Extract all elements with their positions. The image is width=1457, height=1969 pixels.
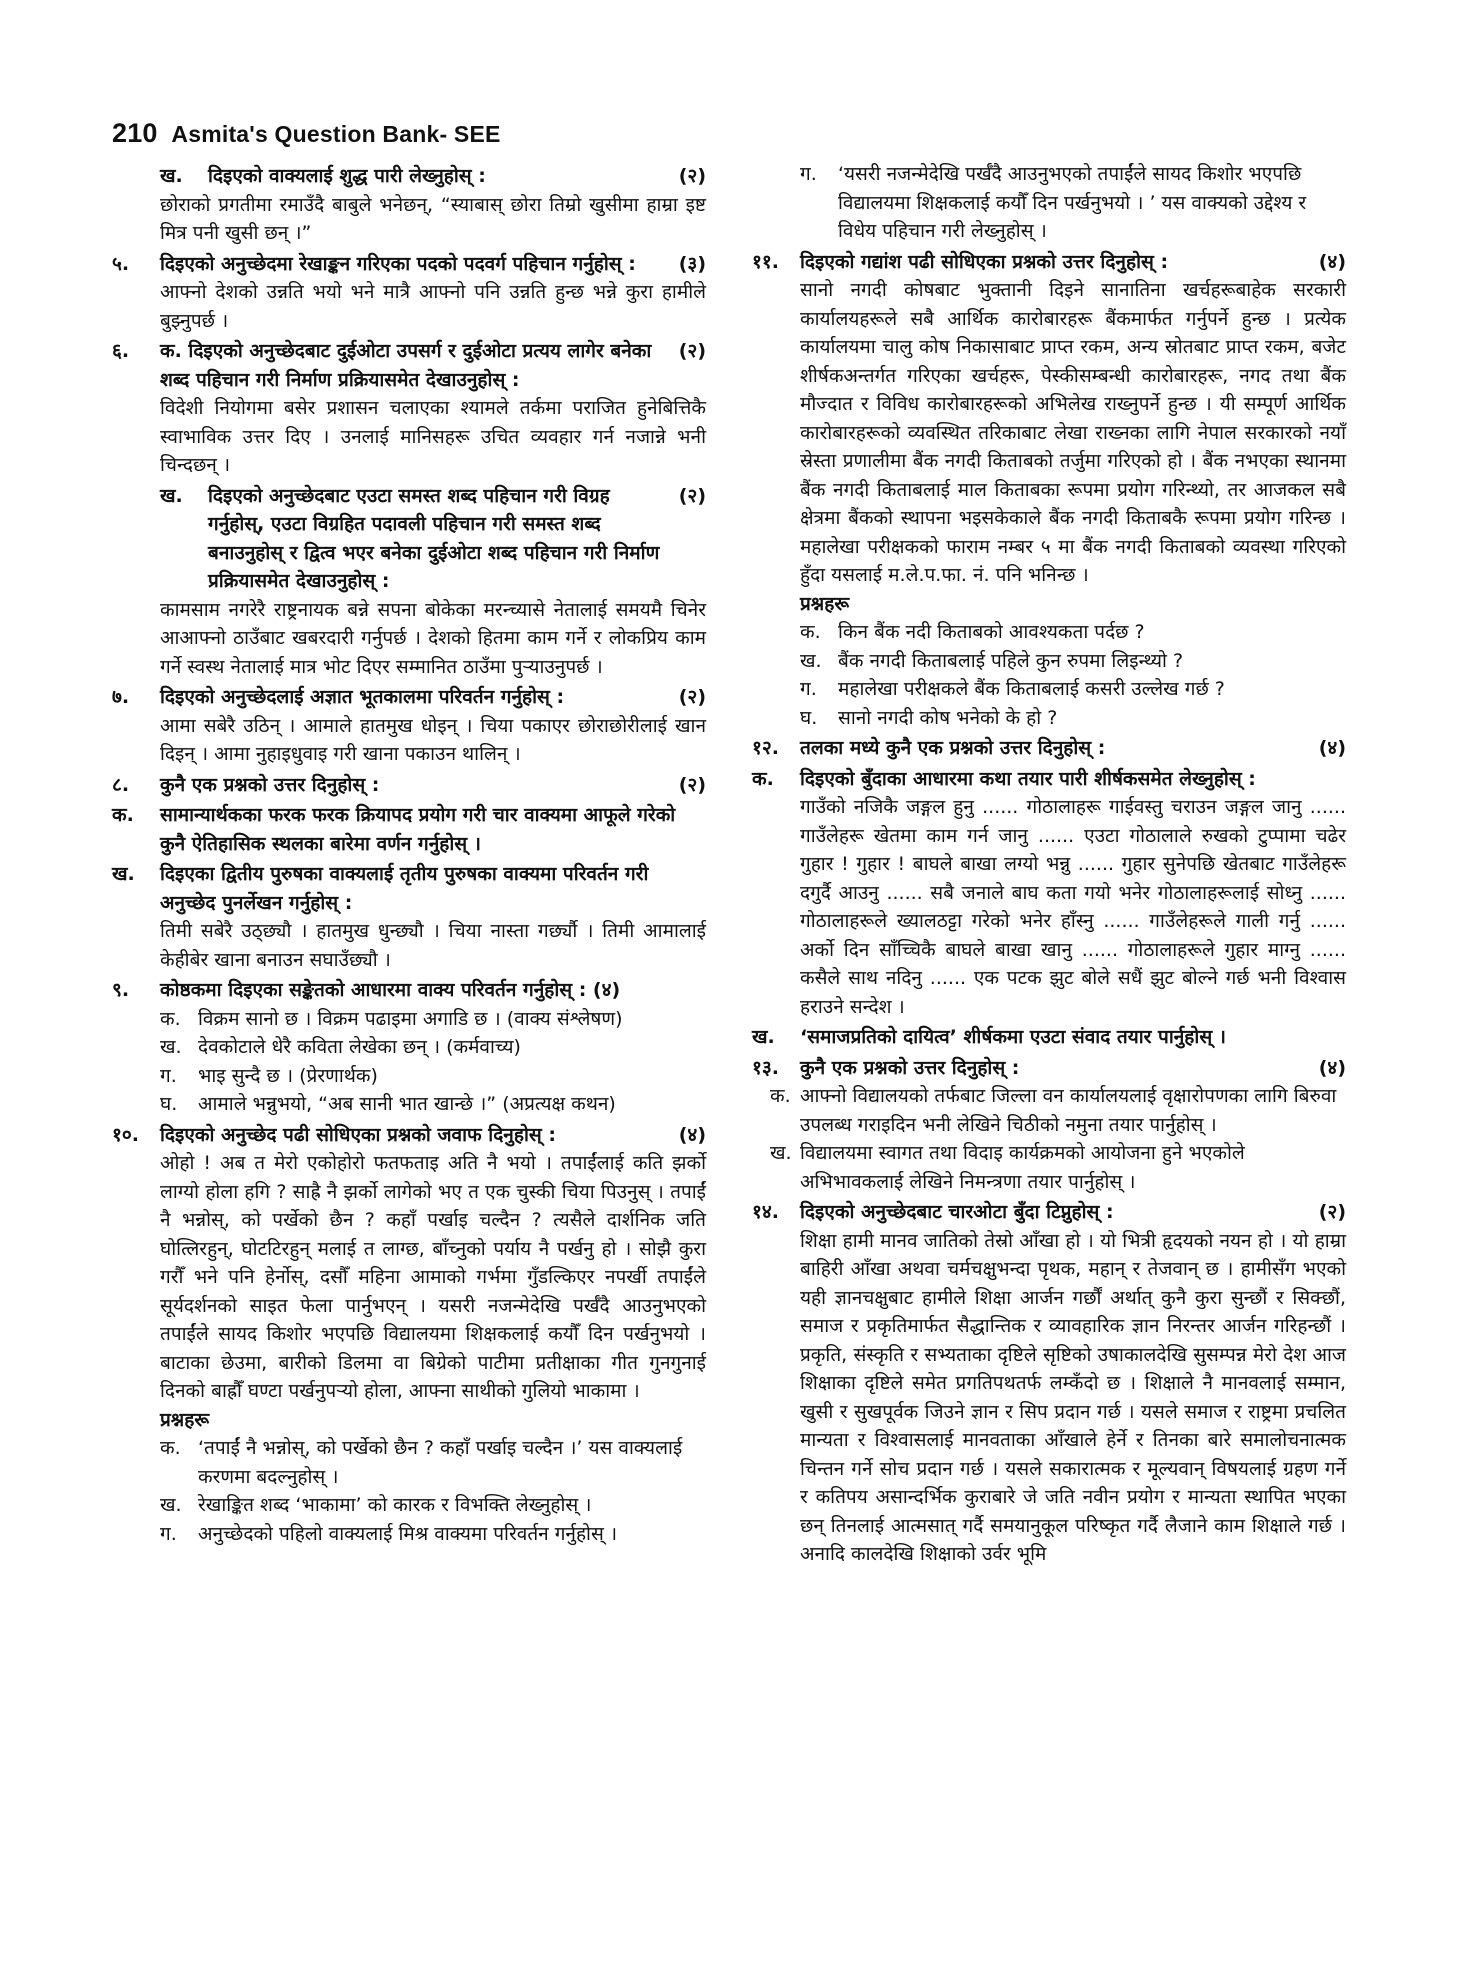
question-number: ५. (112, 252, 130, 275)
list-item-number: ख. (160, 1036, 182, 1058)
question-number: ख. (160, 165, 183, 187)
list-item (752, 618, 1346, 647)
list-item-text: अनुच्छेदको पहिलो वाक्यलाई मिश्र वाक्यमा परिवर्तन गर्नुहोस् । (198, 1522, 618, 1545)
question-number: १३. (752, 1056, 779, 1079)
list-item-text: विद्यालयमा स्वागत तथा विदाइ कार्यक्रमको आयोजना हुने भएकोले अभिभावकलाई लेखिने निमन्त्रणा तयार पार्नुहोस् । (800, 1142, 1245, 1193)
questions-subheading: प्रश्नहरू (800, 592, 850, 615)
question-heading (112, 162, 706, 191)
question-text: कुनै एक प्रश्नको उत्तर दिनुहोस् : (800, 1056, 1020, 1079)
list-item-text: विक्रम सानो छ । विक्रम पढाइमा अगाडि छ । (वाक्य संश्लेषण) (198, 1007, 623, 1030)
list-item (112, 1520, 706, 1549)
question-marks: (४) (1318, 1056, 1346, 1079)
list-item (752, 160, 1346, 246)
question-heading (752, 1054, 1346, 1083)
question-text: क. दिइएको अनुच्छेदबाट दुईओटा उपसर्ग र दुईओटा प्रत्यय लागेर बनेका शब्द पहिचान गरी निर्माण प्रक्रियासमेत देखाउनुहोस् : (160, 340, 652, 391)
question-number: १०. (112, 1123, 139, 1146)
list-item (112, 1033, 706, 1062)
question-text: दिइएको गद्यांश पढी सोधिएका प्रश्नको उत्तर दिनुहोस् : (800, 250, 1169, 273)
list-item (112, 1434, 706, 1491)
list-item-text: बैंक नगदी किताबलाई पहिले कुन रुपमा लिइन्थ्यो ? (838, 649, 1184, 672)
list-item-number: ख. (770, 1142, 792, 1164)
question-heading (752, 734, 1346, 763)
passage-text: सानो नगदी कोषबाट भुक्तानी दिइने सानातिना खर्चहरूबाहेक सरकारी कार्यालयहरूले सबै आर्थिक कारोबारहरू बैंकमार्फत गर्नुपर्ने हुन्छ । प्रत्येक कार्यालयमा चालु कोष निकासाबाट प्राप्त रकम, अन्य स्रोतबाट प्राप्त रकम, बजेट शीर्षकअन्तर्गत गरिएका खर्चहरू, पेस्कीसम्बन्धी कारोबारहरू, नगद तथा बैंक मौज्दात र विविध कारोबारहरूको अभिलेख राख्नुपर्ने हुन्छ । यी सम्पूर्ण आर्थिक कारोबारहरूको व्यवस्थित तरिकाबाट लेखा राख्नका लागि नेपाल सरकारको नयाँ स्रेस्ता प्रणालीमा बैंक नगदी किताबको तर्जुमा गरिएको हो । बैंक नभएका स्थानमा बैंक नगदी किताबलाई माल किताबका रूपमा प्रयोग गरिन्थ्यो, तर आजकल सबै क्षेत्रमा बैंकको स्थापना भइसकेकाले बैंक नगदी किताबकै रूपमा प्रयोग गरिन्छ । महालेखा परीक्षकको फाराम नम्बर ५ मा बैंक नगदी किताबको व्यवस्था गरिएको हुँदा यसलाई म.ले.प.फा. नं. पनि भनिन्छ । (800, 279, 1346, 586)
question-text: सामान्यार्थकका फरक फरक क्रियापद प्रयोग गरी चार वाक्यमा आफूले गरेको कुनै ऐतिहासिक स्थलका बारेमा वर्णन गर्नुहोस् । (160, 804, 676, 855)
question-text: दिइएको अनुच्छेदबाट एउटा समस्त शब्द पहिचान गरी विग्रह गर्नुहोस्, एउटा विग्रहित पदावली पहिचान गरी समस्त शब्द बनाउनुहोस् र द्वित्व भएर बनेका दुईओटा शब्द पहिचान गरी निर्माण प्रक्रियासमेत देखाउनुहोस् : (208, 484, 660, 592)
question-text: ‘समाजप्रतिको दायित्व’ शीर्षकमा एउटा संवाद तयार पार्नुहोस् । (800, 1026, 1226, 1048)
question-text: दिइएको अनुच्छेदबाट चारओटा बुँदा टिप्नुहोस् : (800, 1201, 1114, 1223)
list-item (112, 1005, 706, 1034)
list-item-text: सानो नगदी कोष भनेको के हो ? (838, 706, 1058, 729)
passage-text: कामसाम नगरेरै राष्ट्रनायक बन्ने सपना बोकेका मरन्च्यासे नेतालाई समयमै चिनेर आआफ्नो ठाउँबाट खबरदारी गर्नुपर्छ । देशको हितमा काम गर्ने र लोकप्रिय काम गर्ने स्वस्थ नेतालाई मात्र भोट दिएर सम्मानित ठाउँमा पुऱ्याउनुपर्छ । (160, 598, 706, 678)
list-item-number: घ. (160, 1093, 178, 1115)
list-item-text: ‘तपाईं नै भन्नोस्, को पर्खेको छैन ? कहाँ पर्खाइ चल्दैन ।’ यस वाक्यलाई करणमा बदल्नुहोस् । (198, 1437, 683, 1488)
question-text: तलका मध्ये कुनै एक प्रश्नको उत्तर दिनुहोस् : (800, 737, 1106, 759)
question-number: १४. (752, 1201, 779, 1223)
page-header (112, 118, 501, 149)
list-item-text: भाइ सुन्दै छ । (प्रेरणार्थक) (198, 1064, 378, 1087)
question-marks: (२) (1318, 1201, 1346, 1223)
list-item-text: रेखाङ्कित शब्द ‘भाकामा’ को कारक र विभक्ति लेख्नुहोस् । (198, 1494, 592, 1516)
list-item-number: ग. (800, 678, 817, 700)
list-item (112, 1062, 706, 1091)
passage-text: आफ्नो देशको उन्नति भयो भने मात्रै आफ्नो पनि उन्नति हुन्छ भन्ने कुरा हामीले बुझ्नुपर्छ । (160, 281, 706, 332)
passage-text: आमा सबेरै उठिन् । आमाले हातमुख धोइन् । चिया पकाएर छोराछोरीलाई खान दिइन् । आमा नुहाइधुवाइ गरी खाना पकाउन थालिन् । (160, 714, 706, 765)
list-item-text: किन बैंक नदी किताबको आवश्यकता पर्दछ ? (838, 621, 1145, 643)
question-heading (752, 765, 1346, 794)
list-item-number: ख. (800, 649, 822, 672)
book-title: Asmita's Question Bank- SEE (171, 121, 501, 147)
question-marks: (२) (678, 484, 706, 507)
list-item-number: ग. (800, 163, 817, 185)
question-heading (112, 801, 706, 858)
question-number: ६. (112, 340, 130, 362)
list-item-number: क. (160, 1007, 181, 1030)
list-item-number: क. (770, 1085, 791, 1107)
list-item-number: ग. (160, 1064, 177, 1087)
list-item-text: देवकोटाले धेरै कविता लेखेका छन् । (कर्मवाच्य) (198, 1036, 521, 1058)
passage-text: तिमी सबेरै उठ्छ्यौ । हातमुख धुन्छ्यौ । चिया नास्ता गर्छ्यौ । तिमी आमालाई केहीबेर खाना बनाउन सघाउँछ्यौ । (160, 920, 706, 971)
question-number: क. (112, 804, 134, 826)
list-item (752, 647, 1346, 676)
question-marks: (२) (678, 773, 706, 796)
list-item-number: घ. (800, 706, 818, 729)
question-heading (112, 976, 706, 1005)
list-item-number: ग. (160, 1522, 177, 1545)
question-number: ख. (160, 484, 183, 507)
question-text: दिइएका द्वितीय पुरुषका वाक्यलाई तृतीय पुरुषका वाक्यमा परिवर्तन गरी अनुच्छेद पुनर्लेखन गर्नुहोस् : (160, 863, 649, 914)
question-text: दिइएको अनुच्छेद पढी सोधिएका प्रश्नको जवाफ दिनुहोस् : (160, 1123, 556, 1146)
question-text: कुनै एक प्रश्नको उत्तर दिनुहोस् : (160, 773, 380, 796)
question-text: दिइएको बुँदाका आधारमा कथा तयार पारी शीर्षकसमेत लेख्नुहोस् : (800, 767, 1256, 790)
passage-text: शिक्षा हामी मानव जातिको तेस्रो आँखा हो । यो भित्री हृदयको नयन हो । यो हाम्रा बाहिरी आँखा अथवा चर्मचक्षुभन्दा पृथक, महान् र तेजवान् छ । हामीसँग भएको यही ज्ञानचक्षुबाट हामीले शिक्षा आर्जन गर्छौं अर्थात् कुनै कुरा सुन्छौं र सिक्छौं, समाज र प्रकृतिमार्फत सैद्धान्तिक र व्यावहारिक ज्ञान निरन्तर आर्जन गरिहन्छौं । प्रकृति, संस्कृति र सभ्यताका दृष्टिले सृष्टिको उषाकालदेखि सुसम्पन्न मेरो देश आज शिक्षाका दृष्टिले समेत प्रगतिपथतर्फ लम्कँदो छ । शिक्षाले नै मानवलाई सम्मान, खुसी र सुखपूर्वक जिउने ज्ञान र सिप प्रदान गर्छ । यसले समाज र राष्ट्रमा प्रचलित मान्यता र विश्वासलाई मानवताका आँखाले हेर्ने र तिनका बारे समालोचनात्मक चिन्तन गर्ने सोच प्रदान गर्छ । यसले सकारात्मक र मूल्यवान् विषयलाई ग्रहण गर्ने र कतिपय असान्दर्भिक कुराबारे जे जति नवीन प्रयोग र मान्यता स्थापित भएका छन् तिनलाई आत्मसात् गर्दै समयानुकूल परिष्कृत गर्दै लैजाने काम शिक्षाले गर्छ । अनादि कालदेखि शिक्षाको उर्वर भूमि (800, 1229, 1346, 1565)
list-item (112, 1491, 706, 1520)
question-marks: (४) (678, 1123, 706, 1146)
question-heading (112, 771, 706, 800)
list-item (752, 704, 1346, 733)
questions-subheading: प्रश्नहरू (160, 1408, 210, 1431)
question-heading (752, 1023, 1346, 1052)
question-number: ख. (112, 863, 135, 885)
list-item-text: महालेखा परीक्षकले बैंक किताबलाई कसरी उल्लेख गर्छ ? (838, 678, 1225, 700)
list-item-number: ख. (160, 1494, 182, 1516)
question-heading (112, 683, 706, 712)
question-text: कोष्ठकमा दिइएका सङ्केतको आधारमा वाक्य परिवर्तन गर्नुहोस् : (४) (160, 979, 621, 1001)
question-number: क. (752, 767, 774, 790)
passage-text: विदेशी नियोगमा बसेर प्रशासन चलाएका श्यामले तर्कमा पराजित हुनेबित्तिकै स्वाभाविक उत्तर दिए । उनलाई मानिसहरू उचित व्यवहार गर्न नजान्ने भनी चिन्दछन् । (160, 397, 706, 476)
question-number: ख. (752, 1026, 775, 1048)
question-text: दिइएको वाक्यलाई शुद्ध पारी लेख्नुहोस् : (208, 165, 486, 187)
question-number: ८. (112, 773, 130, 796)
list-item-number: क. (160, 1437, 181, 1459)
question-number: ७. (112, 686, 130, 708)
question-heading (112, 250, 706, 279)
list-item (112, 1090, 706, 1119)
question-number: १२. (752, 737, 779, 759)
question-marks: (३) (678, 252, 706, 275)
question-heading (112, 337, 706, 394)
question-heading (112, 860, 706, 917)
question-text: दिइएको अनुच्छेदलाई अज्ञात भूतकालमा परिवर्तन गर्नुहोस् : (160, 686, 565, 708)
list-item (752, 1082, 1346, 1139)
question-heading (752, 248, 1346, 277)
question-marks: (२) (678, 686, 706, 708)
passage-text: ओहो ! अब त मेरो एकोहोरो फतफताइ अति नै भयो । तपाईंलाई कति झर्को लाग्यो होला हगि ? साह्रै नै झर्को लागेको भए त एक चुस्की चिया पिउनुस् । तपाईं नै भन्नोस्, को पर्खेको छैन ? कहाँ पर्खाइ चल्दैन ? त्यसैले दार्शनिक जति घोत्लिरहुन्, घोटटिरहुन् मलाई त लाग्छ, बाँच्नुको पर्याय नै पर्खनु हो । सोझै कुरा गरौँ भने पनि हेर्नोस्, दसौँ महिना आमाको गर्भमा गुँडल्किएर नपर्खी तपाईंले सूर्यदर्शनको साइत फेला पार्नुभएन् । यसरी नजन्मेदेखि पर्खँदै आउनुभएको तपाईंले सायद किशोर भएपछि विद्यालयमा शिक्षकलाई कयौँ दिन पर्खनुभयो । बाटाका छेउमा, बारीको डिलमा वा बिग्रेको पाटीमा प्रतीक्षाका गीत गुनगुनाई दिनको बाह्रौँ घण्टा पर्खनुपऱ्यो होला, आफ्ना साथीको गुलियो भाकामा । (160, 1152, 706, 1402)
list-item-text: आफ्नो विद्यालयको तर्फबाट जिल्ला वन कार्यालयलाई वृक्षारोपणका लागि बिरुवा उपलब्ध गराइदिन भनी लेखिने चिठीको नमुना तयार पार्नुहोस् । (800, 1085, 1337, 1136)
list-item-number: क. (800, 621, 821, 643)
page-number: 210 (112, 118, 158, 148)
question-marks: (२) (678, 165, 706, 187)
question-heading (752, 1198, 1346, 1227)
question-marks: (४) (1318, 737, 1346, 759)
passage-text: गाउँको नजिकै जङ्गल हुनु ...... गोठालाहरू गाईवस्तु चराउन जङ्गल जानु ...... गाउँलेहरू खेतमा काम गर्न जानु ...... एउटा गोठालाले रुखको टुप्पामा चढेर गुहार ! गुहार ! बाघले बाखा लग्यो भन्नु ...... गुहार सुनेपछि खेतबाट गाउँलेहरू दगुर्दै आउनु ...... सबै जनाले बाघ कता गयो भनेर गोठालाहरूलाई सोध्नु ...... गोठालाहरूले ख्यालठट्टा गरेको भनेर हाँस्नु ...... गाउँलेहरूले गाली गर्नु ...... अर्को दिन साँच्चिकै बाघले बाखा खानु ...... गोठालाहरूले गुहार माग्नु ...... कसैले साथ नदिनु ...... एक पटक झुट बोले सधैं झुट बोल्ने गर्छ भनी विश्वास हराउने सन्देश । (800, 796, 1346, 1018)
list-item-text: आमाले भन्नुभयो, “अब सानी भात खान्छे ।” (अप्रत्यक्ष कथन) (198, 1093, 616, 1115)
question-heading (112, 482, 706, 596)
passage-text: छोराको प्रगतीमा रमाउँदै बाबुले भनेछन्, “स्याबास् छोरा तिम्रो खुसीमा हाम्रा इष्ट मित्र पनी खुसी छन् ।” (160, 193, 706, 244)
list-item (752, 1139, 1346, 1196)
question-marks: (४) (1318, 250, 1346, 273)
question-text: दिइएको अनुच्छेदमा रेखाङ्कन गरिएका पदको पदवर्ग पहिचान गर्नुहोस् : (160, 252, 636, 275)
list-item (752, 675, 1346, 704)
list-item-text: ‘यसरी नजन्मेदेखि पर्खँदै आउनुभएको तपाईंले सायद किशोर भएपछि विद्यालयमा शिक्षकलाई कयौँ दिन पर्खनुभयो । ’ यस वाक्यको उद्देश्य र विधेय पहिचान गरी लेख्नुहोस् । (838, 163, 1307, 242)
left-column (112, 160, 706, 1548)
question-number: ९. (112, 979, 130, 1001)
question-marks: (२) (678, 340, 706, 362)
question-heading (112, 1121, 706, 1150)
right-column (752, 160, 1346, 1569)
question-number: ११. (752, 250, 779, 273)
